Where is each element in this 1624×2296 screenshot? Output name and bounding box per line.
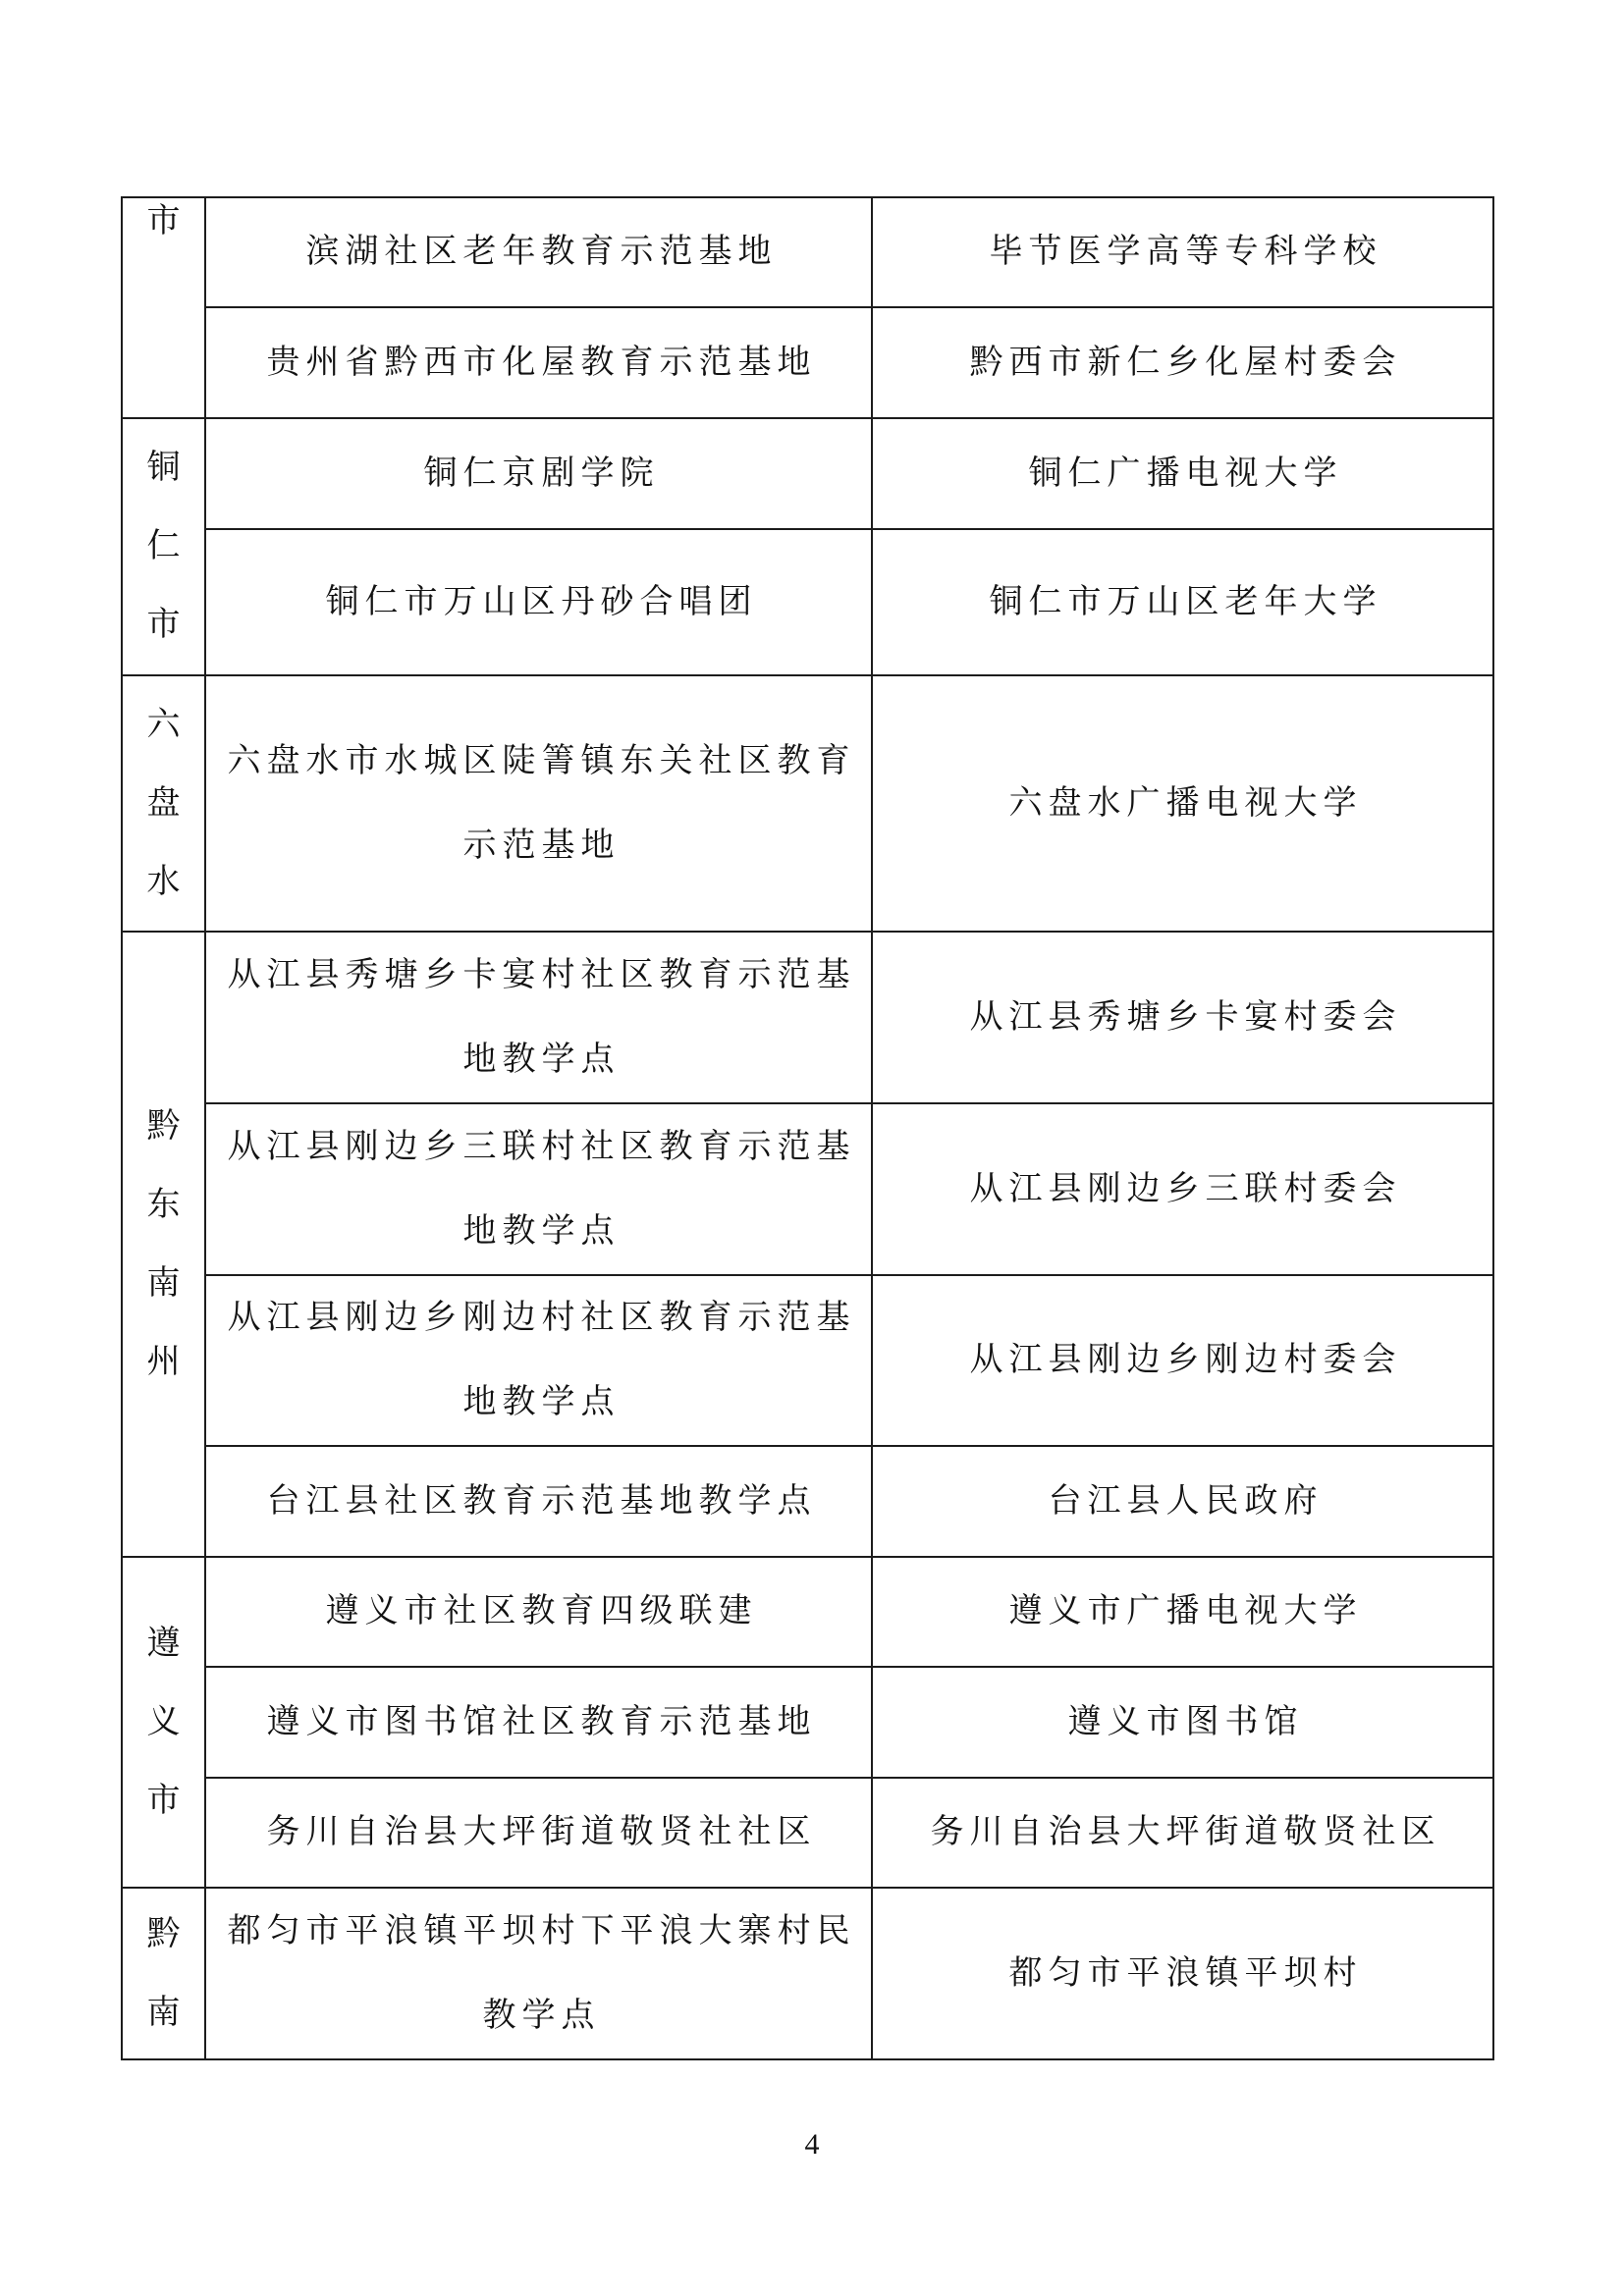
table-row <box>122 418 1493 529</box>
org-cell: 务 川 自 治 县 大 坪 街 道 敬 贤 社 区 <box>872 1778 1493 1888</box>
base-cell: 从 江 县 刚 边 乡 三 联 村 社 区 教 育 示 范 基地 教 学 点 <box>205 1103 872 1275</box>
table-row <box>122 932 1493 1103</box>
region-cell-tongren: 铜 仁 市 <box>122 418 205 675</box>
table-row <box>122 675 1493 932</box>
org-cell: 从 江 县 刚 边 乡 三 联 村 委 会 <box>872 1103 1493 1275</box>
region-cell-qiannan: 黔 南 <box>122 1888 205 2059</box>
org-cell: 遵 义 市 广 播 电 视 大 学 <box>872 1557 1493 1667</box>
base-cell: 从 江 县 秀 塘 乡 卡 宴 村 社 区 教 育 示 范 基地 教 学 点 <box>205 932 872 1103</box>
region-cell-bijie-shi: 市 <box>122 197 205 418</box>
org-cell: 铜 仁 市 万 山 区 老 年 大 学 <box>872 529 1493 675</box>
base-cell: 贵 州 省 黔 西 市 化 屋 教 育 示 范 基 地 <box>205 307 872 418</box>
table-row <box>122 1275 1493 1446</box>
base-cell: 遵 义 市 社 区 教 育 四 级 联 建 <box>205 1557 872 1667</box>
table-row <box>122 1557 1493 1667</box>
table-row <box>122 197 1493 307</box>
org-cell: 六 盘 水 广 播 电 视 大 学 <box>872 675 1493 932</box>
org-cell: 从 江 县 秀 塘 乡 卡 宴 村 委 会 <box>872 932 1493 1103</box>
org-cell: 黔 西 市 新 仁 乡 化 屋 村 委 会 <box>872 307 1493 418</box>
table-row <box>122 1667 1493 1778</box>
table-row <box>122 1446 1493 1557</box>
page-number: 4 <box>804 2128 820 2161</box>
education-bases-table <box>121 196 1494 2060</box>
region-cell-zunyi: 遵 义 市 <box>122 1557 205 1888</box>
base-cell: 铜 仁 市 万 山 区 丹 砂 合 唱 团 <box>205 529 872 675</box>
base-cell: 都 匀 市 平 浪 镇 平 坝 村 下 平 浪 大 寨 村 民教 学 点 <box>205 1888 872 2059</box>
org-cell: 台 江 县 人 民 政 府 <box>872 1446 1493 1557</box>
org-cell: 铜 仁 广 播 电 视 大 学 <box>872 418 1493 529</box>
region-cell-qiandongnan: 黔 东 南 州 <box>122 932 205 1557</box>
base-cell: 从 江 县 刚 边 乡 刚 边 村 社 区 教 育 示 范 基地 教 学 点 <box>205 1275 872 1446</box>
table-row <box>122 307 1493 418</box>
base-cell: 六 盘 水 市 水 城 区 陡 箐 镇 东 关 社 区 教 育示 范 基 地 <box>205 675 872 932</box>
table-row <box>122 1778 1493 1888</box>
base-cell: 务 川 自 治 县 大 坪 街 道 敬 贤 社 社 区 <box>205 1778 872 1888</box>
table-row <box>122 1103 1493 1275</box>
org-cell: 从 江 县 刚 边 乡 刚 边 村 委 会 <box>872 1275 1493 1446</box>
org-cell: 都 匀 市 平 浪 镇 平 坝 村 <box>872 1888 1493 2059</box>
base-cell: 台 江 县 社 区 教 育 示 范 基 地 教 学 点 <box>205 1446 872 1557</box>
org-cell: 遵 义 市 图 书 馆 <box>872 1667 1493 1778</box>
table-row <box>122 1888 1493 2059</box>
region-cell-liupanshui: 六 盘 水 <box>122 675 205 932</box>
base-cell: 遵 义 市 图 书 馆 社 区 教 育 示 范 基 地 <box>205 1667 872 1778</box>
base-cell: 滨 湖 社 区 老 年 教 育 示 范 基 地 <box>205 197 872 307</box>
org-cell: 毕 节 医 学 高 等 专 科 学 校 <box>872 197 1493 307</box>
table-row <box>122 529 1493 675</box>
base-cell: 铜 仁 京 剧 学 院 <box>205 418 872 529</box>
